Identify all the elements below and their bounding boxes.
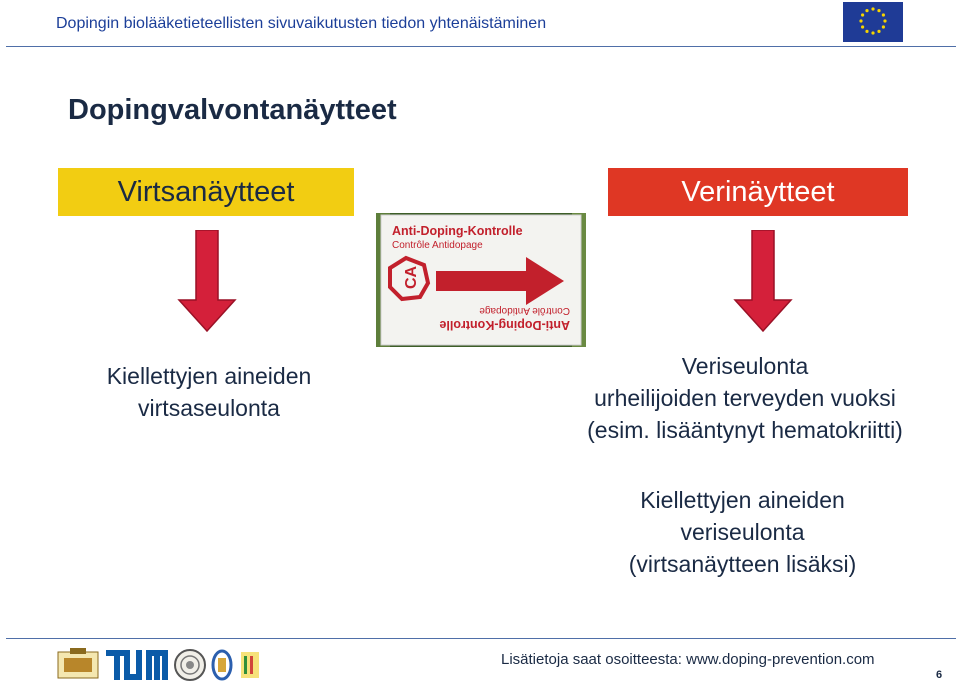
urine-samples-box: Virtsanäytteet	[58, 168, 354, 216]
urine-screening-text	[64, 360, 354, 424]
slide-title: Dopingvalvontanäytteet	[68, 94, 397, 126]
footer-info-text: Lisätietoja saat osoitteesta: www.doping-prevention.com	[501, 651, 875, 668]
blood-substances-line: veriseulonta	[680, 519, 805, 545]
blood-screening-health-text	[540, 350, 950, 446]
blood-screening-substances-text	[580, 484, 905, 580]
urine-screening-line: Kiellettyjen aineiden	[106, 363, 312, 389]
blood-substances-line: Kiellettyjen aineiden	[640, 487, 845, 513]
anti-doping-sign-photo	[376, 213, 586, 347]
page-number: 6	[936, 669, 943, 681]
urine-screening-line: virtsaseulonta	[138, 395, 280, 421]
seal-logo-icon	[173, 648, 207, 682]
sign-line2-mirrored-text: Contrôle Antidopage	[479, 305, 570, 316]
blood-health-line: (esim. lisääntynyt hematokriitti)	[587, 417, 903, 443]
right-down-arrow-icon	[733, 230, 793, 332]
header-divider	[6, 46, 956, 47]
university-crest-logo-icon	[56, 648, 100, 682]
sign-badge-text: CA	[403, 265, 420, 289]
blood-health-line: urheilijoiden terveyden vuoksi	[594, 385, 896, 411]
left-down-arrow-icon	[177, 230, 237, 332]
ex-logo-icon	[239, 648, 261, 682]
sign-line2-text: Contrôle Antidopage	[392, 240, 483, 251]
sign-line1-text: Anti-Doping-Kontrolle	[392, 224, 523, 238]
blood-health-line: Veriseulonta	[681, 353, 809, 379]
tum-logo-icon	[106, 648, 168, 682]
footer-divider	[6, 638, 956, 639]
sign-line1-mirrored-text: Anti-Doping-Kontrolle	[439, 318, 570, 332]
blood-substances-line: (virtsanäytteen lisäksi)	[628, 551, 857, 577]
shield-logo-icon	[211, 648, 233, 682]
eu-flag-icon	[843, 2, 903, 42]
header-title: Dopingin biolääketieteellisten sivuvaikutusten tiedon yhtenäistäminen	[56, 15, 547, 32]
blood-samples-box: Verinäytteet	[608, 168, 908, 216]
